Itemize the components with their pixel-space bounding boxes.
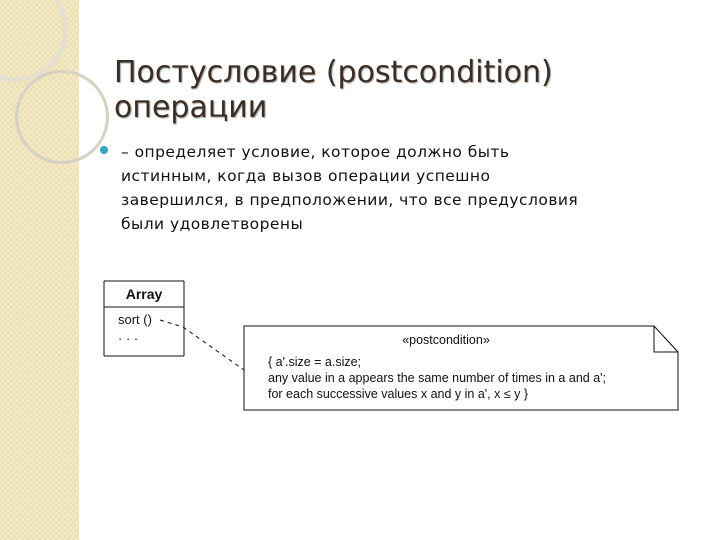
note-line-3: for each successive values x and y in a', x ≤ y } bbox=[268, 387, 529, 401]
uml-note bbox=[244, 326, 678, 410]
note-line-1: { a'.size = a.size; bbox=[268, 355, 362, 369]
class-operation-sort: sort () bbox=[118, 312, 152, 327]
note-anchor-dashed-line bbox=[160, 320, 244, 370]
note-stereotype: «postcondition» bbox=[402, 333, 490, 347]
class-operation-ellipsis: · · · bbox=[118, 331, 139, 346]
uml-class-box bbox=[104, 281, 184, 356]
class-name: Array bbox=[125, 286, 163, 302]
note-line-2: any value in a appears the same number of times in a and a'; bbox=[268, 371, 607, 385]
bullet-text: – определяет условие, которое должно быть истинным, когда вызов операции успешно завершился, в предположении, что все предусловия были удовлетворены bbox=[121, 143, 579, 233]
slide-title: Постусловие (postcondition) операции bbox=[114, 55, 553, 125]
